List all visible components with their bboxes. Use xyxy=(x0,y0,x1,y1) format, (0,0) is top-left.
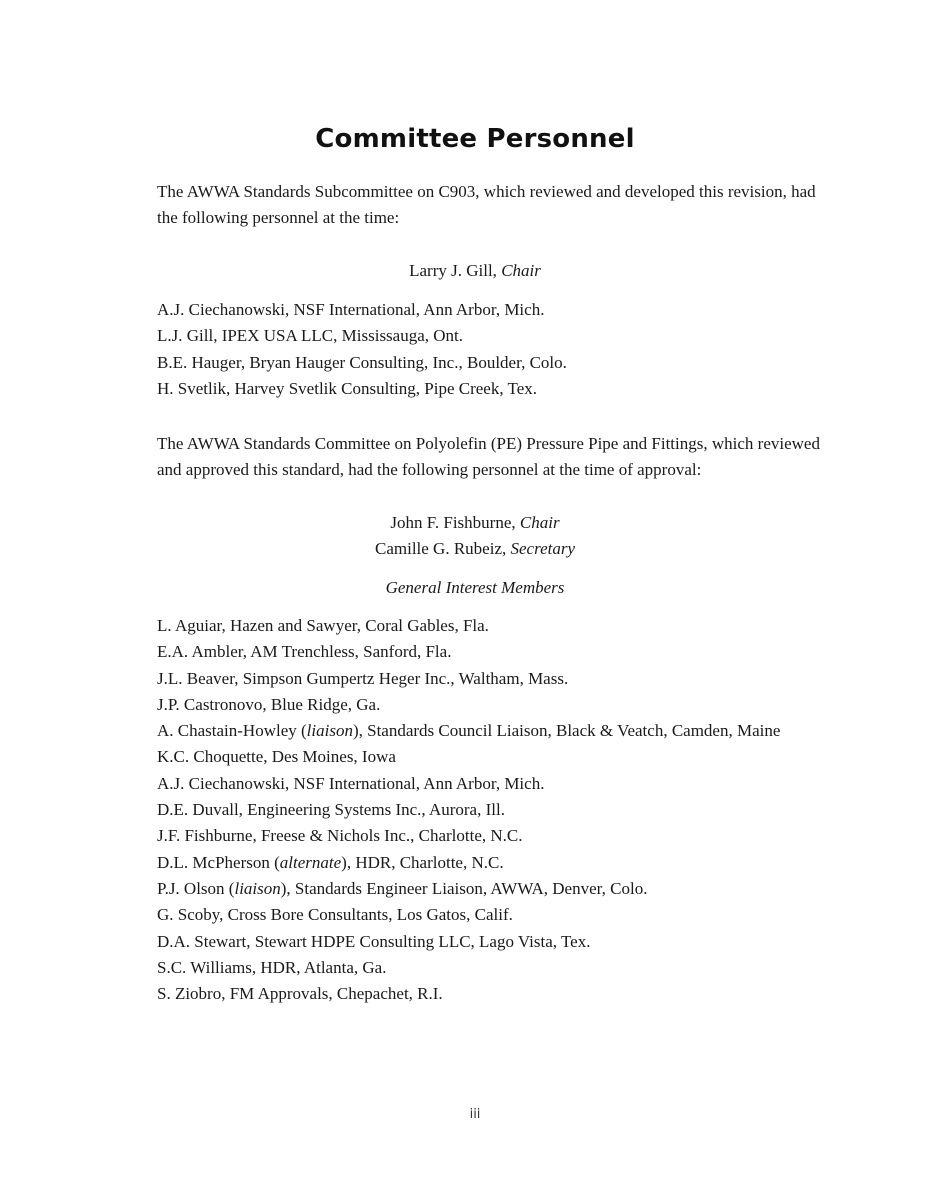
member-text-rest: ), HDR, Charlotte, N.C. xyxy=(341,852,504,872)
committee-intro: The AWWA Standards Committee on Polyolefin (PE) Pressure Pipe and Fittings, which reviewed and approved this standard, had the following personnel at the time of approval: xyxy=(157,434,820,479)
member-entry xyxy=(157,955,857,981)
member-entry xyxy=(157,929,857,955)
member-text: L. Aguiar, Hazen and Sawyer, Coral Gables, Fla. xyxy=(157,616,489,635)
page-number: iii xyxy=(469,1107,481,1122)
group-heading: General Interest Members xyxy=(385,578,565,597)
member-entry xyxy=(157,350,857,376)
committee-chair-name: John F. Fishburne, xyxy=(390,513,516,532)
member-text: A.J. Ciechanowski, NSF International, Ann Arbor, Mich. xyxy=(157,300,545,319)
member-role-note: liaison xyxy=(306,721,353,741)
member-text: J.P. Castronovo, Blue Ridge, Ga. xyxy=(157,694,381,714)
member-text: S.C. Williams, HDR, Atlanta, Ga. xyxy=(157,957,387,977)
subcommittee-chair-name: Larry J. Gill, xyxy=(409,261,497,280)
committee-secretary-name: Camille G. Rubeiz, xyxy=(374,539,507,558)
member-text: B.E. Hauger, Bryan Hauger Consulting, Inc., Boulder, Colo. xyxy=(157,352,567,372)
subcommittee-chair-line xyxy=(0,258,950,284)
committee-secretary-line xyxy=(0,536,950,562)
member-text-rest: ), Standards Council Liaison, Black & Veatch, Camden, Maine xyxy=(352,721,781,741)
page-title: Committee Personnel xyxy=(315,124,635,154)
member-entry xyxy=(157,744,857,770)
member-text-rest: ), Standards Engineer Liaison, AWWA, Denver, Colo. xyxy=(280,878,648,898)
member-entry xyxy=(157,376,857,402)
member-text: E.A. Ambler, AM Trenchless, Sanford, Fla. xyxy=(157,642,452,662)
subcommittee-intro: The AWWA Standards Subcommittee on C903, which reviewed and developed this revision, had the following personnel at the time: xyxy=(157,182,816,227)
committee-member-list xyxy=(157,613,857,1007)
member-text: D.E. Duvall, Engineering Systems Inc., Aurora, Ill. xyxy=(157,800,505,820)
member-entry xyxy=(157,823,857,849)
member-entry xyxy=(157,850,857,876)
member-role-note: liaison xyxy=(234,878,281,898)
subcommittee-chair-role: Chair xyxy=(501,261,541,280)
member-entry xyxy=(157,666,857,692)
member-entry xyxy=(157,876,857,902)
member-entry xyxy=(157,639,857,665)
member-entry xyxy=(157,981,857,1007)
member-entry xyxy=(157,323,857,349)
member-text: P.J. Olson ( xyxy=(157,878,235,898)
member-text: K.C. Choquette, Des Moines, Iowa xyxy=(157,747,396,767)
member-text: J.L. Beaver, Simpson Gumpertz Heger Inc., Waltham, Mass. xyxy=(157,668,569,688)
member-text: L.J. Gill, IPEX USA LLC, Mississauga, Ont. xyxy=(157,326,464,346)
member-text: H. Svetlik, Harvey Svetlik Consulting, Pipe Creek, Tex. xyxy=(157,378,538,398)
member-text: D.A. Stewart, Stewart HDPE Consulting LLC, Lago Vista, Tex. xyxy=(157,931,591,951)
committee-chair-role: Chair xyxy=(519,513,560,532)
member-text: A.J. Ciechanowski, NSF International, Ann Arbor, Mich. xyxy=(157,773,545,793)
member-role-note: alternate xyxy=(279,852,342,872)
member-entry xyxy=(157,613,857,639)
member-entry xyxy=(157,297,857,323)
member-text: J.F. Fishburne, Freese & Nichols Inc., Charlotte, N.C. xyxy=(157,826,523,846)
member-entry xyxy=(157,902,857,928)
member-entry xyxy=(157,771,857,797)
member-entry xyxy=(157,797,857,823)
member-entry xyxy=(157,718,857,744)
member-text: D.L. McPherson ( xyxy=(157,852,280,872)
member-entry xyxy=(157,692,857,718)
subcommittee-member-list xyxy=(157,297,857,402)
committee-secretary-role: Secretary xyxy=(510,539,576,558)
member-text: S. Ziobro, FM Approvals, Chepachet, R.I. xyxy=(157,984,443,1004)
member-text: A. Chastain-Howley ( xyxy=(157,721,307,741)
committee-chair-line xyxy=(0,510,950,536)
member-text: G. Scoby, Cross Bore Consultants, Los Gatos, Calif. xyxy=(157,905,513,925)
